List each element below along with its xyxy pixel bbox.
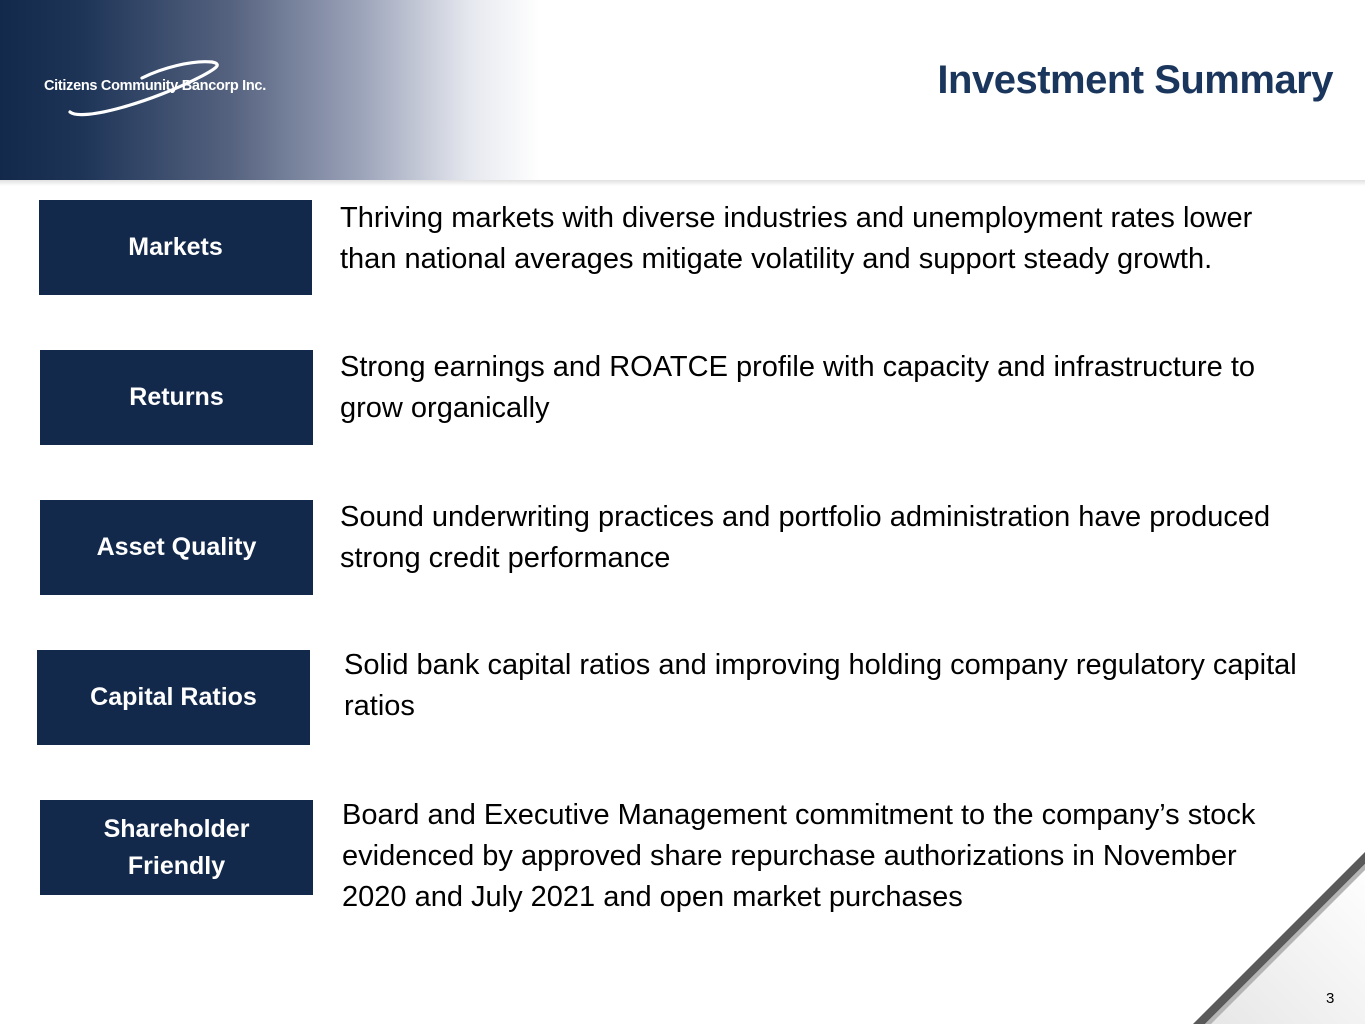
returns-description: Strong earnings and ROATCE profile with capacity and infrastructure to grow organically xyxy=(340,351,1256,424)
markets-label: Markets xyxy=(39,200,312,295)
markets-description: Thriving markets with diverse industries and unemployment rates lower than national averages mitigate volatility and support steady growth. xyxy=(340,202,1253,275)
capital-ratios-label: Capital Ratios xyxy=(37,650,310,745)
shareholder-friendly-description: Board and Executive Management commitment to the company’s stock evidenced by approved share repurchase authorizations in November 2020 and July 2021 and open market purchases xyxy=(342,799,1256,913)
company-logo xyxy=(42,56,282,124)
page-number: 3 xyxy=(1326,990,1335,1007)
page-title: Investment Summary xyxy=(937,58,1333,102)
header-shadow xyxy=(0,180,1365,186)
capital-ratios-description: Solid bank capital ratios and improving holding company regulatory capital ratios xyxy=(344,649,1297,722)
asset-quality-description: Sound underwriting practices and portfolio administration have produced strong credit performance xyxy=(340,501,1271,574)
shareholder-friendly-label: Shareholder Friendly xyxy=(40,800,313,895)
asset-quality-label: Asset Quality xyxy=(40,500,313,595)
returns-label: Returns xyxy=(40,350,313,445)
corner-fold-decoration xyxy=(1165,824,1365,1024)
logo-text: Citizens Community Bancorp Inc. xyxy=(44,78,266,94)
